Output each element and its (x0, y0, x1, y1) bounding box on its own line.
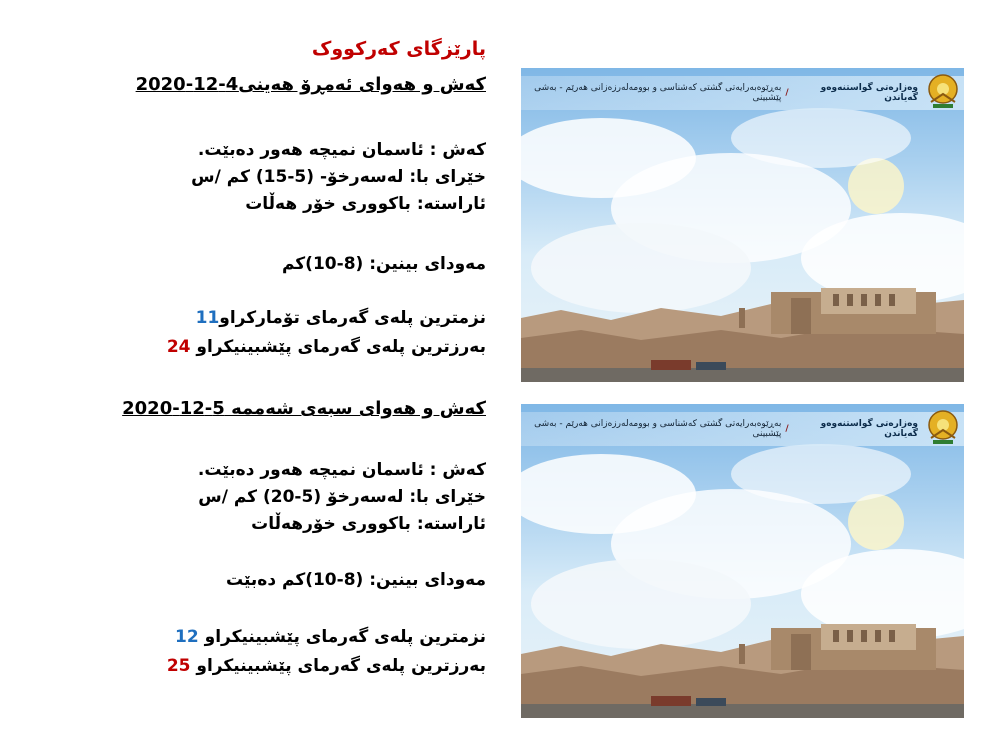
day2-min-temp (175, 627, 486, 647)
ministry-banner (521, 76, 964, 110)
day1-visibility: مەودای بینین: (8-10)کم (281, 254, 486, 274)
day1-max-temp (167, 337, 486, 357)
day1-sky: کەش : ئاسمان نمیچە هەور دەبێت. (197, 140, 486, 160)
day1-heading: کەش و هەوای ئەمڕۆ هەینی4-12-2020 (135, 74, 486, 95)
citadel-photo-day2 (521, 404, 964, 718)
citadel-scene (521, 404, 964, 718)
province-title: پارێزگای کەرکووک (311, 38, 486, 60)
department-name: بەڕێوەبەرایەتی گشتی کەشناسی و بوومەلەرزەزانی هەرێم - بەشی پێشبینی (534, 419, 782, 439)
day2-heading: کەش و هەوای سبەی شەممە 5-12-2020 (122, 398, 486, 419)
day2-visibility: مەودای بینین: (8-10)کم دەبێت (225, 570, 486, 590)
day2-max-temp (167, 656, 486, 676)
citadel-scene (521, 68, 964, 382)
day2-min-label: نزمترین پلەی گەرمای پێشبینیکراو (204, 627, 486, 647)
day2-sky: کەش : ئاسمان نمیچە هەور دەبێت. (197, 460, 486, 480)
day2-wind-speed: خێرای با: لەسەرخۆ (5-20) کم /س (198, 487, 486, 507)
ministry-name: وەزارەتی گواستنەوەو گەیاندن (820, 83, 918, 103)
ministry-name: وەزارەتی گواستنەوەو گەیاندن (820, 419, 918, 439)
day1-max-value: 24 (166, 337, 191, 357)
day1-min-temp (196, 308, 486, 328)
banner-separator: / (785, 424, 789, 434)
kurdistan-emblem-icon (926, 408, 960, 446)
ministry-banner (521, 412, 964, 446)
day2-max-value: 25 (166, 656, 191, 676)
day1-min-label: نزمترین پلەی گەرمای تۆمارکراو (219, 308, 486, 328)
day1-wind-direction: ئاراستە: باکووری خۆر هەڵات (245, 194, 486, 214)
citadel-photo-day1 (521, 68, 964, 382)
day1-wind-speed: خێرای با: لەسەرخۆ- (5-15) کم /س (191, 167, 486, 187)
kurdistan-emblem-icon (926, 72, 960, 110)
day2-max-label: بەرزترین پلەی گەرمای پێشبینیکراو (196, 656, 486, 676)
day1-min-value: 11 (195, 308, 220, 328)
day1-max-label: بەرزترین پلەی گەرمای پێشبینیکراو (196, 337, 486, 357)
department-name: بەڕێوەبەرایەتی گشتی کەشناسی و بوومەلەرزەزانی هەرێم - بەشی پێشبینی (534, 83, 782, 103)
banner-separator: / (785, 88, 789, 98)
day2-min-value: 12 (175, 627, 199, 647)
day2-wind-direction: ئاراستە: باکووری خۆرهەڵات (251, 514, 486, 534)
